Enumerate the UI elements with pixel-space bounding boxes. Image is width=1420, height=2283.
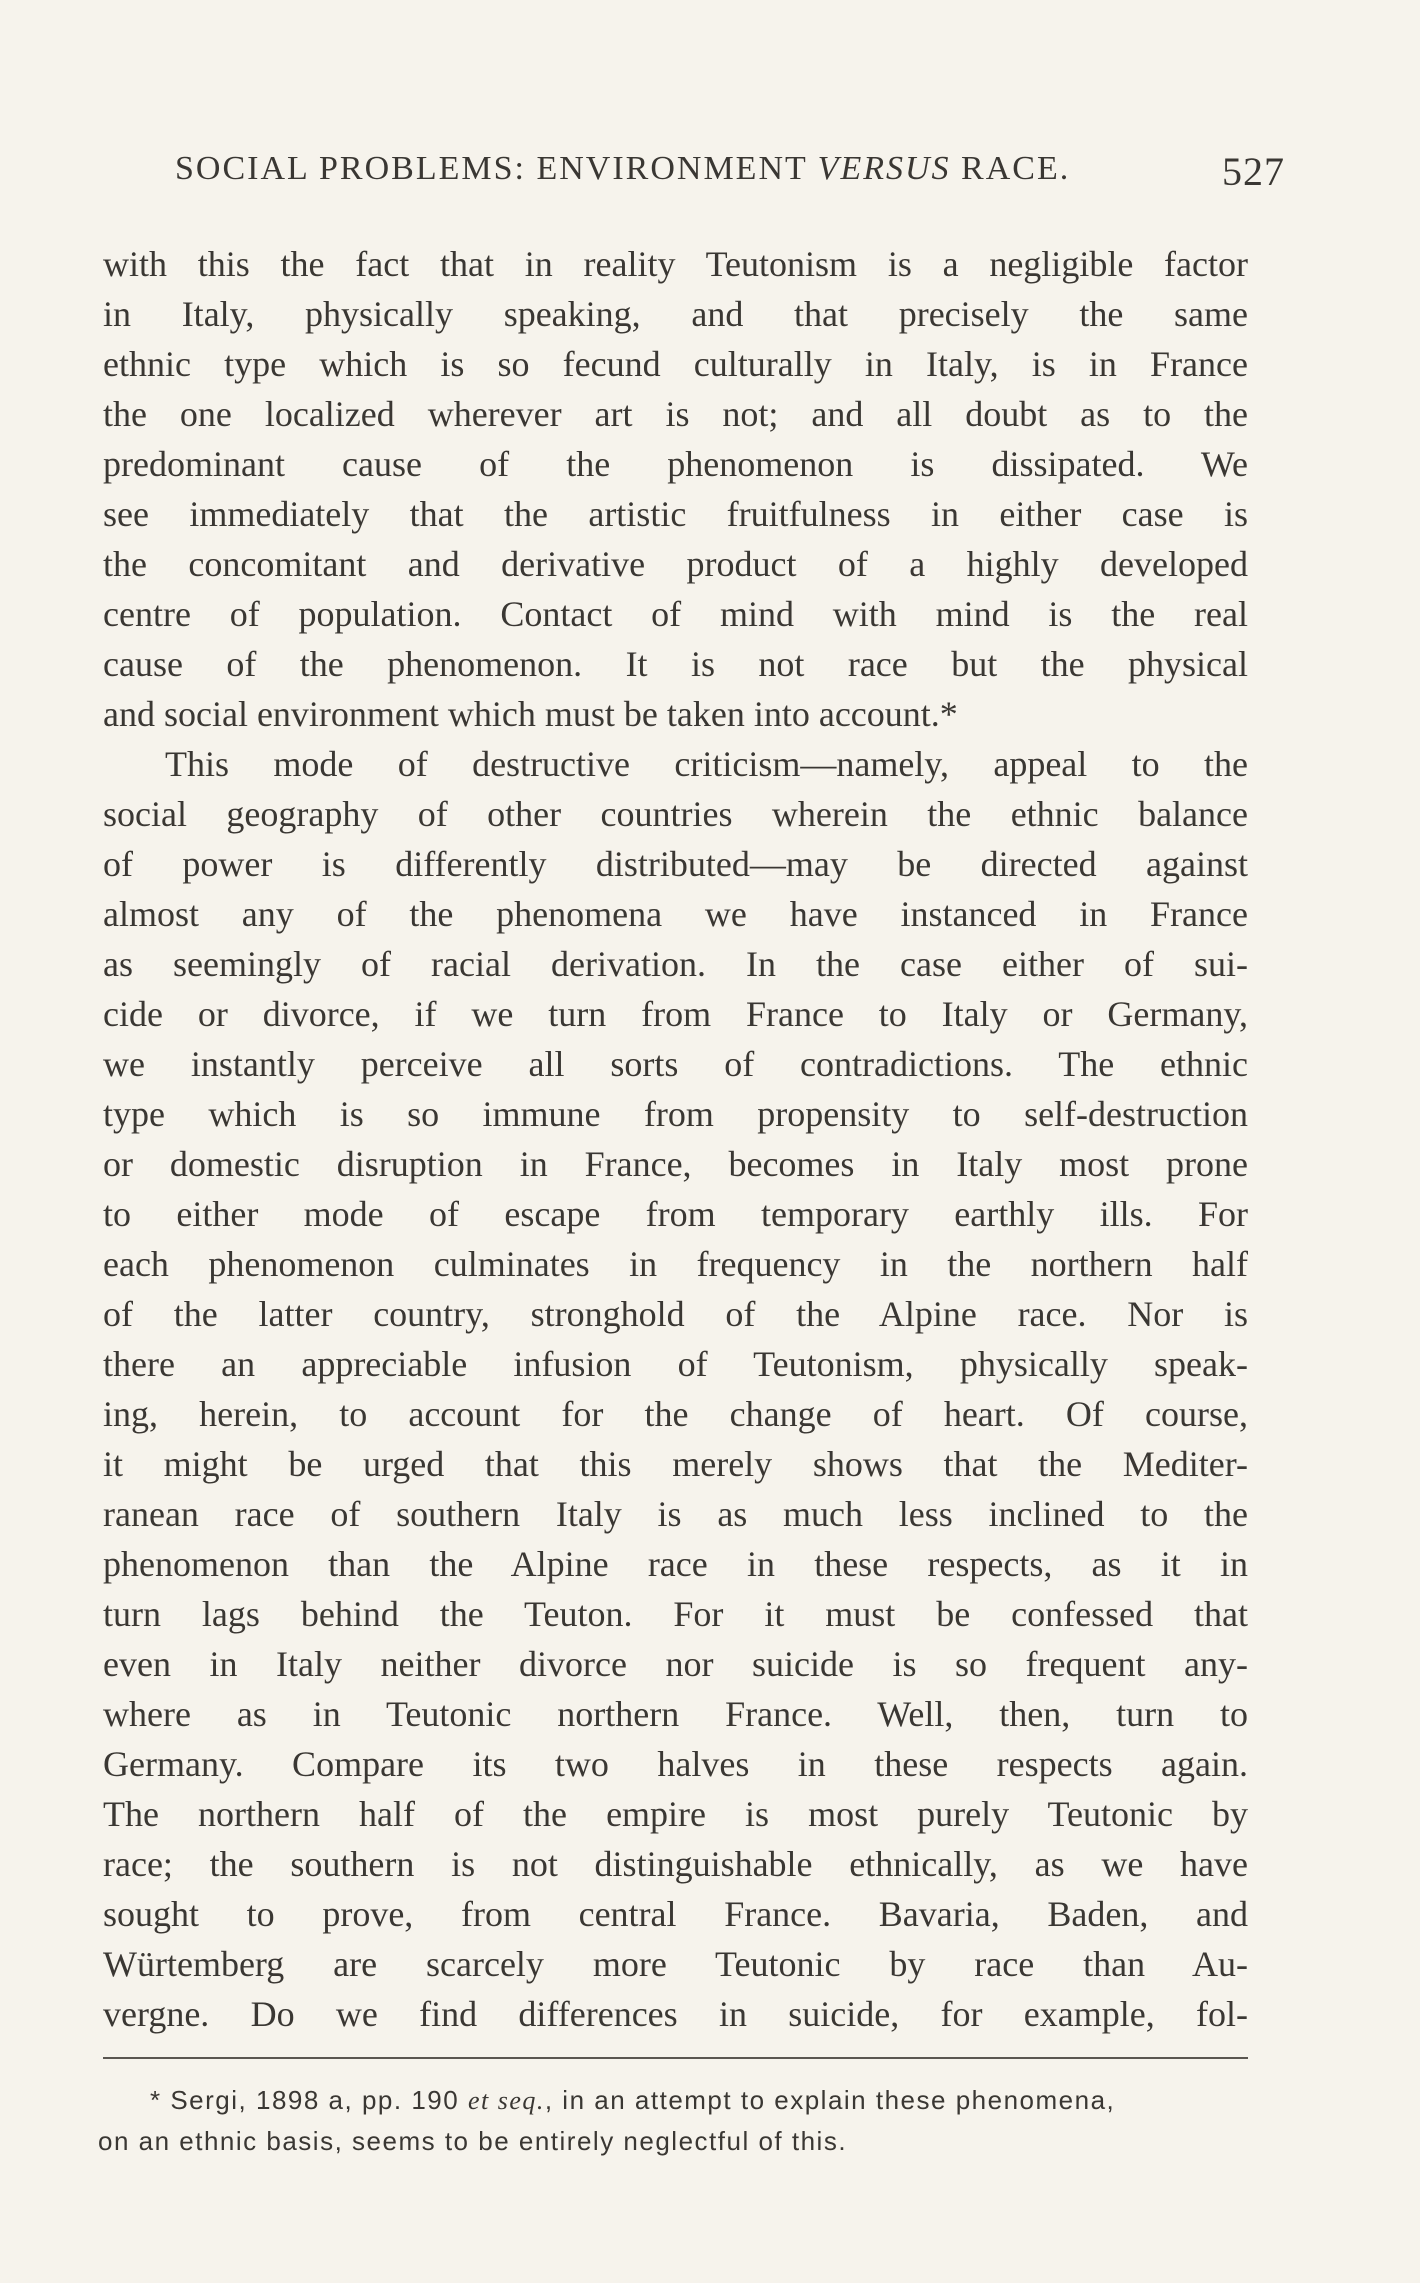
body-text — [103, 239, 1248, 2039]
footnote-text: , in an attempt to explain these phenomena, — [544, 2085, 1116, 2115]
footnote-italic-text: et seq. — [467, 2086, 545, 2115]
page-number: 527 — [1222, 149, 1285, 194]
text-line: cide or divorce, if we turn from France to Italy or Germany, — [103, 994, 1248, 1034]
running-head-italic: VERSUS — [817, 150, 951, 187]
text-line: vergne. Do we find differences in suicide, for example, fol- — [103, 1994, 1248, 2034]
text-line: cause of the phenomenon. It is not race but the physical — [103, 644, 1248, 684]
text-line: ing, herein, to account for the change of heart. Of course, — [103, 1394, 1248, 1434]
footnote-line: on an ethnic basis, seems to be entirely neglectful of this. — [98, 2126, 848, 2156]
running-head — [175, 150, 1275, 200]
text-line: see immediately that the artistic fruitfulness in either case is — [103, 494, 1248, 534]
text-line: of power is differently distributed—may be directed against — [103, 844, 1248, 884]
text-line: almost any of the phenomena we have instanced in France — [103, 894, 1248, 934]
text-line: centre of population. Contact of mind with mind is the real — [103, 594, 1248, 634]
footnote-text: * Sergi, 1898 a, pp. 190 — [150, 2085, 468, 2115]
text-line: ranean race of southern Italy is as much less inclined to the — [103, 1494, 1248, 1534]
footnote-divider — [103, 2057, 1248, 2059]
text-line: the concomitant and derivative product of a highly developed — [103, 544, 1248, 584]
text-line: as seemingly of racial derivation. In the case either of sui- — [103, 944, 1248, 984]
text-line: turn lags behind the Teuton. For it must be confessed that — [103, 1594, 1248, 1634]
text-line: Würtemberg are scarcely more Teutonic by race than Au- — [103, 1944, 1248, 1984]
text-line: race; the southern is not distinguishable ethnically, as we have — [103, 1844, 1248, 1884]
text-line: we instantly perceive all sorts of contradictions. The ethnic — [103, 1044, 1248, 1084]
text-line: where as in Teutonic northern France. Well, then, turn to — [103, 1694, 1248, 1734]
text-line: ethnic type which is so fecund culturally in Italy, is in France — [103, 344, 1248, 384]
text-line: there an appreciable infusion of Teutonism, physically speak- — [103, 1344, 1248, 1384]
text-line: predominant cause of the phenomenon is dissipated. We — [103, 444, 1248, 484]
text-line: Germany. Compare its two halves in these respects again. — [103, 1744, 1248, 1784]
text-line: with this the fact that in reality Teutonism is a negligible factor — [103, 244, 1248, 284]
text-line: This mode of destructive criticism—namely, appeal to the — [165, 744, 1248, 784]
running-head-left: SOCIAL PROBLEMS: ENVIRONMENT — [175, 150, 818, 187]
footnote — [98, 2080, 1248, 2162]
footnote-line — [98, 2080, 1248, 2121]
text-line: type which is so immune from propensity to self-destruction — [103, 1094, 1248, 1134]
text-line: even in Italy neither divorce nor suicide is so frequent any- — [103, 1644, 1248, 1684]
text-line: the one localized wherever art is not; and all doubt as to the — [103, 394, 1248, 434]
text-line: social geography of other countries wherein the ethnic balance — [103, 794, 1248, 834]
text-line: sought to prove, from central France. Bavaria, Baden, and — [103, 1894, 1248, 1934]
text-line: it might be urged that this merely shows that the Mediter- — [103, 1444, 1248, 1484]
text-line: in Italy, physically speaking, and that precisely the same — [103, 294, 1248, 334]
text-line: to either mode of escape from temporary earthly ills. For — [103, 1194, 1248, 1234]
text-line: and social environment which must be taken into account.* — [103, 694, 958, 734]
text-line: or domestic disruption in France, becomes in Italy most prone — [103, 1144, 1248, 1184]
text-line: each phenomenon culminates in frequency in the northern half — [103, 1244, 1248, 1284]
text-line: phenomenon than the Alpine race in these respects, as it in — [103, 1544, 1248, 1584]
text-line: The northern half of the empire is most purely Teutonic by — [103, 1794, 1248, 1834]
running-head-right: RACE. — [950, 150, 1071, 187]
text-line: of the latter country, stronghold of the Alpine race. Nor is — [103, 1294, 1248, 1334]
